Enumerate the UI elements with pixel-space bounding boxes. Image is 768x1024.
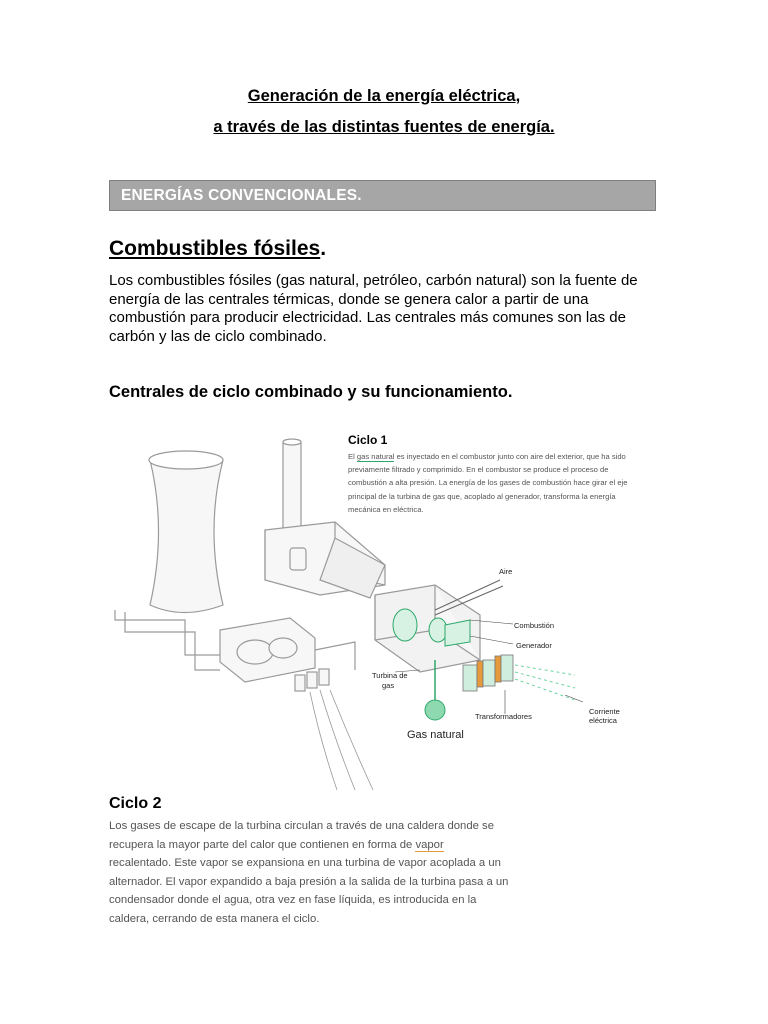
heading-suffix: . (320, 237, 327, 260)
label-transformadores: Transformadores (475, 712, 532, 721)
label-combustion: Combustión (514, 621, 555, 630)
cycle2-text (109, 817, 509, 928)
section-banner (109, 180, 656, 211)
label-turbina-2: gas (382, 681, 395, 690)
cooling-tower (150, 454, 223, 613)
label-corriente-1: Corriente (589, 707, 620, 716)
label-turbina-1: Turbina de (372, 671, 408, 680)
label-gas-natural: Gas natural (407, 729, 464, 741)
cycle1-text (348, 450, 638, 516)
title-line-2: a través de las distintas fuentes de energía. (213, 118, 555, 136)
intro-paragraph: Los combustibles fósiles (gas natural, petróleo, carbón natural) son la fuente de energía de las centrales térmicas, donde se genera calor a partir de una combustión para producir electricidad. Las centrales más comunes son las de carbón y las de ciclo combinado. (109, 272, 638, 345)
heading-text: Combustibles fósiles (109, 237, 321, 260)
banner-label: ENERGÍAS CONVENCIONALES. (121, 187, 362, 204)
cycle1-text-pre: El (348, 452, 357, 461)
combustor (393, 609, 417, 641)
label-generador: Generador (516, 641, 552, 650)
title-line-1: Generación de la energía eléctrica, (247, 87, 521, 105)
gas-natural-tank (425, 700, 445, 720)
cycle1-highlight: gas natural (356, 452, 395, 461)
label-corriente-2: eléctrica (589, 716, 617, 725)
subsection-heading: Centrales de ciclo combinado y su funcionamiento. (109, 383, 513, 401)
section-heading (109, 237, 326, 261)
cycle2-text-pre: Los gases de escape de la turbina circulan a través de una caldera donde se recupera la mayor parte del calor que contienen en forma de (109, 820, 494, 851)
cycle1-text-post: es inyectado en el combustor junto con aire del exterior, que ha sido previamente filtrado y comprimido. En el combustor se produce el proceso de combustión a alta presión. La energía de los gases de combustión hace girar el eje principal de la turbina de gas que, acoplado al generador, transforma la energía mecánica en eléctrica. (348, 452, 628, 514)
cycle2-text-post: recalentado. Este vapor se expansiona en una turbina de vapor acoplada a un alternador. El vapor expandido a baja presión a la salida de la turbina pasa a un condensador donde el agua, otra vez en fase líquida, es introducida en la caldera, cerrando de esta manera el ciclo. (109, 857, 509, 925)
label-aire: Aire (499, 567, 513, 576)
cycle2-highlight: vapor (415, 838, 444, 851)
cycle1-title: Ciclo 1 (348, 433, 388, 447)
cycle2-title: Ciclo 2 (109, 795, 162, 812)
chimney (283, 442, 301, 537)
